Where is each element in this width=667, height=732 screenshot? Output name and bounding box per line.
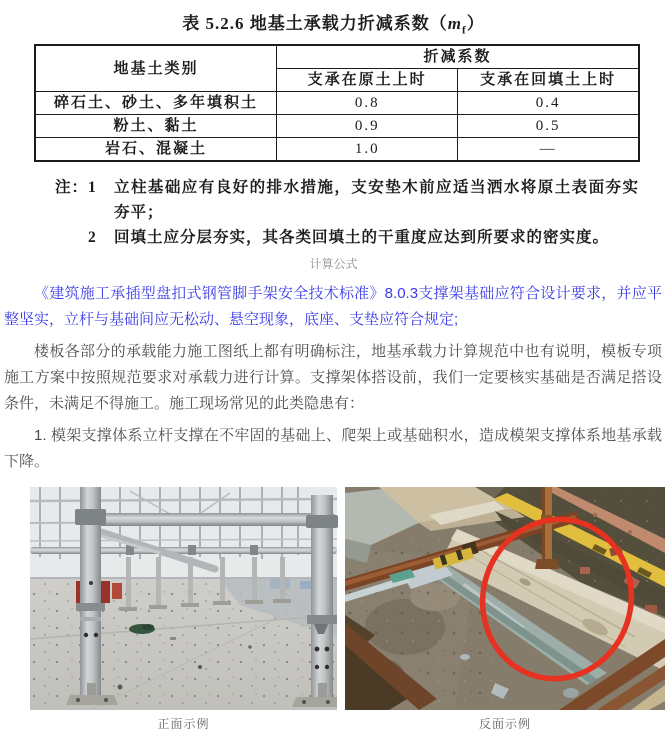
reduction-coefficient-table — [34, 44, 640, 162]
soil-type-cell: 粉土、黏土 — [35, 115, 277, 138]
formula-caption: 计算公式 — [309, 257, 358, 272]
note-item — [88, 175, 639, 225]
header-coefficient-group: 折减系数 — [277, 45, 639, 69]
sky — [30, 487, 337, 587]
document-page — [0, 9, 667, 732]
note-item-number: 1 — [88, 179, 97, 197]
body-paragraph-2: 1. 模架支撑体系立杆支撑在不牢固的基础上、爬架上或基础积水，造成模架支撑体系地基承载下降。 — [4, 427, 662, 471]
table-row — [35, 92, 639, 115]
photo-row — [30, 487, 665, 732]
standard-quote-paragraph: 《建筑施工承插型盘扣式钢管脚手架安全技术标准》8.0.3支撑架基础应符合设计要求，并应平整坚实，立杆与基础间应无松动、悬空现象，底座、支垫应符合规定; — [4, 285, 662, 329]
variable-subscript: f — [462, 24, 467, 37]
table-title-close: ） — [466, 14, 485, 33]
note-item-number: 2 — [88, 229, 97, 247]
coefficient-cell: 1.0 — [277, 138, 458, 162]
table-row — [35, 138, 639, 162]
soil-type-cell: 碎石土、砂土、多年填积土 — [35, 92, 277, 115]
note-item-text: 立柱基础应有良好的排水措施，支安垫木前应适当洒水将原土表面夯实夯平； — [114, 179, 639, 222]
note-label: 注： — [55, 179, 89, 197]
table-header-row — [35, 45, 639, 69]
coefficient-cell: 0.8 — [277, 92, 458, 115]
table-note — [55, 175, 639, 250]
coefficient-cell: — — [458, 138, 639, 162]
soil-type-cell: 岩石、混凝土 — [35, 138, 277, 162]
photo-figure-bad — [345, 487, 665, 732]
site-photo-foundation-bad — [345, 487, 665, 710]
photo-caption-right: 反面示例 — [478, 717, 531, 732]
body-paragraph-1: 楼板各部分的承载能力施工图纸上都有明确标注，地基承载力计算规范中也有说明，模板专项施工方案中按照规范要求对承载力进行计算。支撑架体搭设前，我们一定要核实基础是否满足搭设条件，未满足不得施工。施工现场常见的此类隐患有： — [4, 343, 662, 413]
variable-symbol: m — [447, 14, 463, 33]
note-item-text: 回填土应分层夯实，其各类回填土的干重度应达到所要求的密实度。 — [114, 229, 610, 247]
coefficient-cell: 0.4 — [458, 92, 639, 115]
table-title — [0, 9, 667, 36]
header-on-original-soil: 支承在原土上时 — [277, 69, 458, 92]
note-items — [88, 175, 639, 250]
table-title-text: 表 5.2.6 地基土承载力折减系数（ — [182, 14, 448, 33]
coefficient-cell: 0.9 — [277, 115, 458, 138]
header-soil-type: 地基土类别 — [35, 45, 277, 92]
photo-caption-left: 正面示例 — [157, 717, 210, 732]
header-on-backfill: 支承在回填土上时 — [458, 69, 639, 92]
note-item — [88, 225, 639, 250]
photo-figure-correct — [30, 487, 337, 732]
coefficient-cell: 0.5 — [458, 115, 639, 138]
table-row — [35, 115, 639, 138]
site-photo-scaffold-correct — [30, 487, 337, 710]
